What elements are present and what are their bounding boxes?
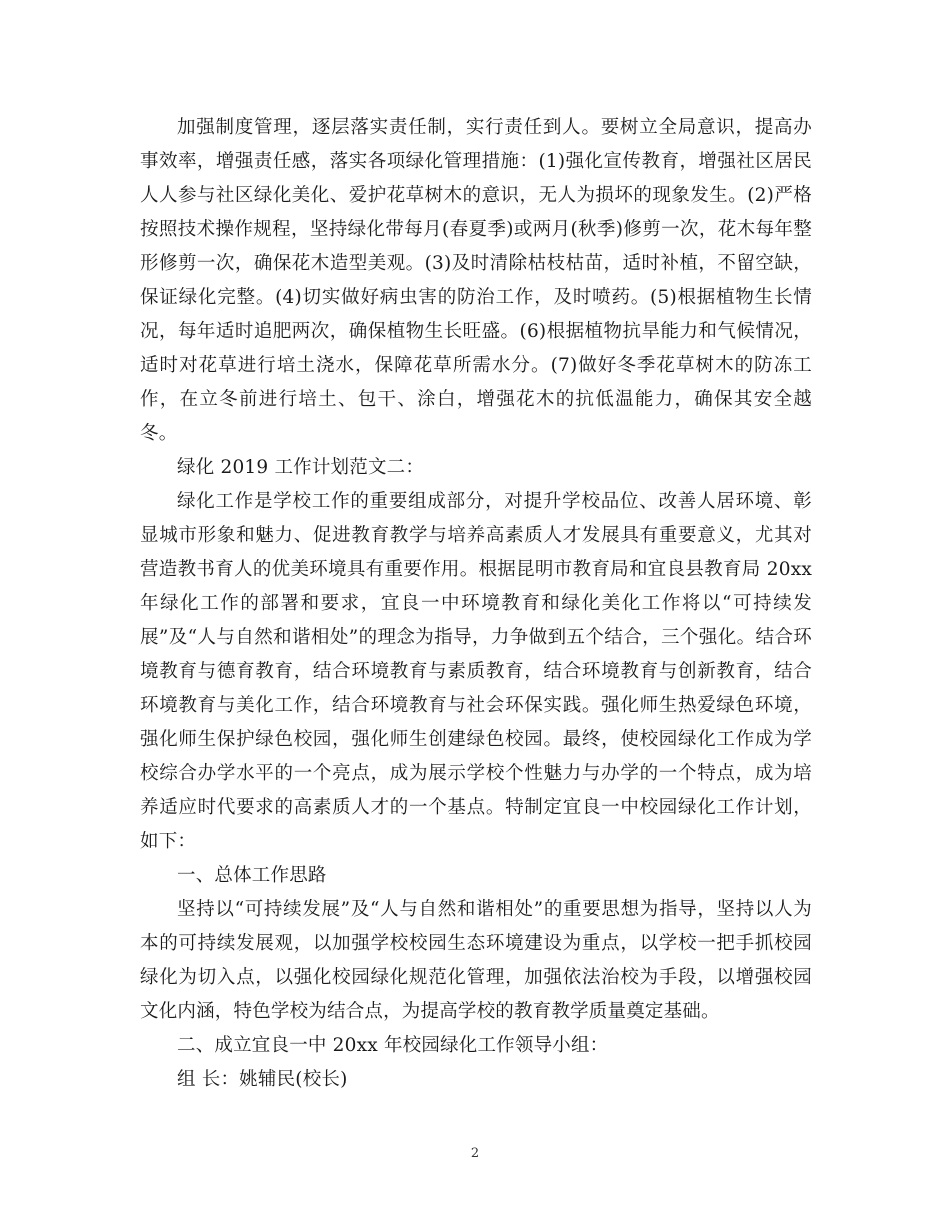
page-number: 2 xyxy=(470,1146,480,1161)
paragraph-school-greening-intro: 绿化工作是学校工作的重要组成部分，对提升学校品位、改善人居环境、彰显城市形象和魅力、促进教育教学与培养高素质人才发展具有重要意义，尤其对营造教书育人的优美环境具有重要作用。根据昆明市教育局和宜良县教育局 20xx 年绿化工作的部署和要求，宜良一中环境教育和绿化美化工作将以“可持续发展”及“人与自然和谐相处”的理念为指导，力争做到五个结合，三个强化。结合环境教育与德育教育，结合环境教育与素质教育，结合环境教育与创新教育，结合环境教育与美化工作，结合环境教育与社会环保实践。强化师生热爱绿色环境，强化师生保护绿色校园，强化师生创建绿色校园。最终，使校园绿化工作成为学校综合办学水平的一个亮点，成为展示学校个性魅力与办学的一个特点，成为培养适应时代要求的高素质人才的一个基点。特制定宜良一中校园绿化工作计划，如下： xyxy=(140,491,812,852)
paragraph-overall-approach: 坚持以“可持续发展”及“人与自然和谐相处”的重要思想为指导，坚持以人为本的可持续发展观，以加强学校校园生态环境建设为重点，以学校一把手抓校园绿化为切入点，以强化校园绿化规范化管理，加强依法治校为手段，以增强校园文化内涵，特色学校为结合点，为提高学校的教育教学质量奠定基础。 xyxy=(140,899,812,1022)
heading-sample-two: 绿化 2019 工作计划范文二： xyxy=(177,457,425,478)
paragraph-management-measures: 加强制度管理，逐层落实责任制，实行责任到人。要树立全局意识，提高办事效率，增强责任感，落实各项绿化管理措施：(1)强化宣传教育，增强社区居民人人参与社区绿化美化、爱护花草树木的意识，无人为损坏的现象发生。(2)严格按照技术操作规程，坚持绿化带每月(春夏季)或两月(秋季)修剪一次，花木每年整形修剪一次，确保花木造型美观。(3)及时清除枯枝枯苗，适时补植，不留空缺，保证绿化完整。(4)切实做好病虫害的防治工作，及时喷药。(5)根据植物生长情况，每年适时追肥两次，确保植物生长旺盛。(6)根据植物抗旱能力和气候情况，适时对花草进行培土浇水，保障花草所需水分。(7)做好冬季花草树木的防冻工作，在立冬前进行培土、包干、涂白，增强花木的抗低温能力，确保其安全越冬。 xyxy=(140,117,812,444)
document-body xyxy=(140,111,812,1097)
heading-leadership-group: 二、成立宜良一中 20xx 年校园绿化工作领导小组： xyxy=(177,1035,609,1056)
paragraph-group-leader: 组 长：姚辅民(校长) xyxy=(177,1069,348,1090)
heading-overall-approach: 一、总体工作思路 xyxy=(177,865,327,886)
